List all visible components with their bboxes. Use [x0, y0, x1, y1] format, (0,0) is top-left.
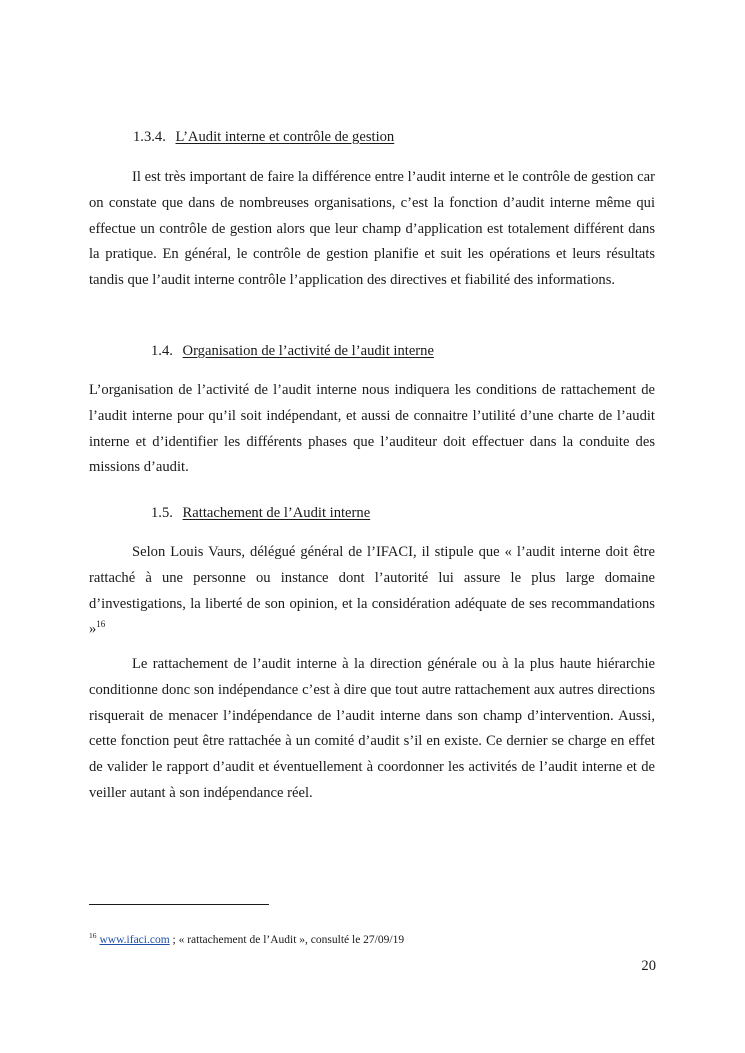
paragraph-audit-vs-controle: Il est très important de faire la différence entre l’audit interne et le contrôle de gestion car on constate que dans de nombreuses organisations, c’est la fonction d’audit interne même qui effectue un contrôle de gestion alors que leur champ d’application est totalement différent dans la pratique. En général, le contrôle de gestion planifie et suit les opérations et leurs résultats tandis que l’audit interne contrôle l’application des directives et fiabilité des informations. [89, 169, 655, 289]
footnote-text: ; « rattachement de l’Audit », consulté le 27/09/19 [169, 934, 405, 946]
footnote-link[interactable]: www.ifaci.com [99, 934, 170, 946]
section-number: 1.3.4. [133, 129, 166, 145]
page-number: 20 [641, 958, 656, 974]
section-heading-1-4 [151, 343, 434, 360]
footnote-separator [89, 904, 269, 905]
section-heading-1-3-4 [133, 129, 394, 146]
section-number: 1.4. [151, 343, 173, 359]
section-title: L’Audit interne et contrôle de gestion [175, 129, 395, 145]
section-heading-1-5 [151, 505, 370, 522]
footnote [89, 931, 405, 946]
paragraph-rattachement-direction: Le rattachement de l’audit interne à la direction générale ou à la plus haute hiérarchie conditionne donc son indépendance c’est à dire que tout autre rattachement aux autres directions risquerait de menacer l’indépendance de l’audit interne dans son champ d’intervention. Aussi, cette fonction peut être rattachée à un comité d’audit s’il en existe. Ce dernier se charge en effet de valider le rapport d’audit et éventuellement à coordonner les activités de l’audit interne et de veiller autant à son indépendance réel. [89, 656, 655, 801]
paragraph-rattachement-quote [89, 540, 655, 643]
quote-text: Selon Louis Vaurs, délégué général de l’IFACI, il stipule que « l’audit interne doit être rattaché à une personne ou instance dont l’autorité lui assure le plus large domaine d’investigations, la liberté de son opinion, et la considération adéquate de ses recommandations » [89, 544, 655, 638]
section-title: Organisation de l’activité de l’audit interne [182, 343, 434, 359]
footnote-number: 16 [89, 931, 97, 941]
section-title: Rattachement de l’Audit interne [182, 505, 371, 521]
footnote-reference[interactable]: 16 [96, 619, 106, 630]
paragraph-organisation: L’organisation de l’activité de l’audit interne nous indiquera les conditions de rattachement de l’audit interne pour qu’il soit indépendant, et aussi de connaitre l’utilité d’une charte de l’audit interne et d’identifier les différents phases que l’auditeur doit effectuer dans la conduite des missions d’audit. [89, 382, 655, 476]
section-number: 1.5. [151, 505, 173, 521]
